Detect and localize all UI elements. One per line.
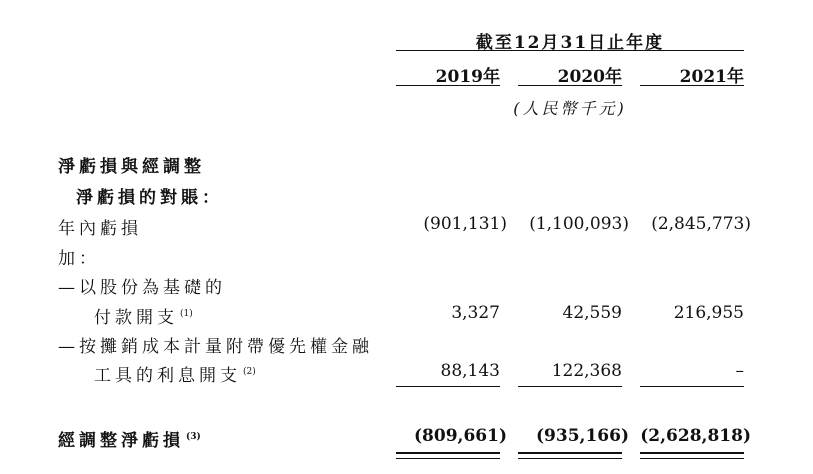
- header-rule: [396, 50, 744, 51]
- year-2021-header: 2021年: [679, 67, 744, 87]
- adjusted-net-loss-2020: (935,166): [536, 426, 629, 446]
- total-double-rule-2020-a: [518, 452, 622, 454]
- loss-for-year-2020: (1,100,093): [529, 214, 629, 234]
- share-based-label-line2: [94, 303, 193, 328]
- section-title: 淨虧損與經調整: [58, 157, 205, 177]
- total-double-rule-2021-b: [640, 458, 744, 459]
- adjusted-net-loss-2021: (2,628,818): [640, 426, 751, 446]
- total-double-rule-2021-a: [640, 452, 744, 454]
- total-double-rule-2019-b: [396, 458, 500, 459]
- share-based-2019: 3,327: [451, 303, 500, 323]
- subtotal-rule-2021: [640, 386, 744, 387]
- interest-2019: 88,143: [440, 361, 500, 381]
- interest-label-line2: [94, 361, 256, 386]
- share-based-label-line1: —以股份為基礎的: [58, 278, 226, 298]
- share-based-label-text: 付款開支: [94, 308, 178, 328]
- add-label: 加：: [58, 249, 100, 269]
- total-double-rule-2020-b: [518, 458, 622, 459]
- interest-label-text: 工具的利息開支: [94, 366, 241, 386]
- adjusted-net-loss-2019: (809,661): [414, 426, 507, 446]
- interest-2021: –: [735, 361, 744, 381]
- adjusted-net-loss-text: 經調整淨虧損: [58, 431, 184, 451]
- subtotal-rule-2020: [518, 386, 622, 387]
- footnote-1-marker: (1): [180, 309, 193, 320]
- year-2020-header: 2020年: [557, 67, 622, 87]
- footnote-3-marker: (3): [186, 432, 201, 443]
- year-2019-rule: [396, 85, 500, 86]
- footnote-2-marker: (2): [243, 367, 256, 378]
- year-2021-rule: [640, 85, 744, 86]
- unit-label: (人民幣千元): [513, 99, 627, 118]
- section-subtitle: 淨虧損的對賬：: [76, 188, 223, 208]
- share-based-2021: 216,955: [673, 303, 744, 323]
- interest-2020: 122,368: [551, 361, 622, 381]
- year-2019-header: 2019年: [435, 67, 500, 87]
- period-header: 截至12月31日止年度: [475, 33, 665, 53]
- subtotal-rule-2019: [396, 386, 500, 387]
- share-based-2020: 42,559: [562, 303, 622, 323]
- adjusted-net-loss-label: [58, 426, 201, 451]
- loss-for-year-2019: (901,131): [423, 214, 507, 234]
- loss-for-year-label: 年內虧損: [58, 219, 142, 239]
- loss-for-year-2021: (2,845,773): [651, 214, 751, 234]
- interest-label-line1: —按攤銷成本計量附帶優先權金融: [58, 337, 373, 357]
- year-2020-rule: [518, 85, 622, 86]
- total-double-rule-2019-a: [396, 452, 500, 454]
